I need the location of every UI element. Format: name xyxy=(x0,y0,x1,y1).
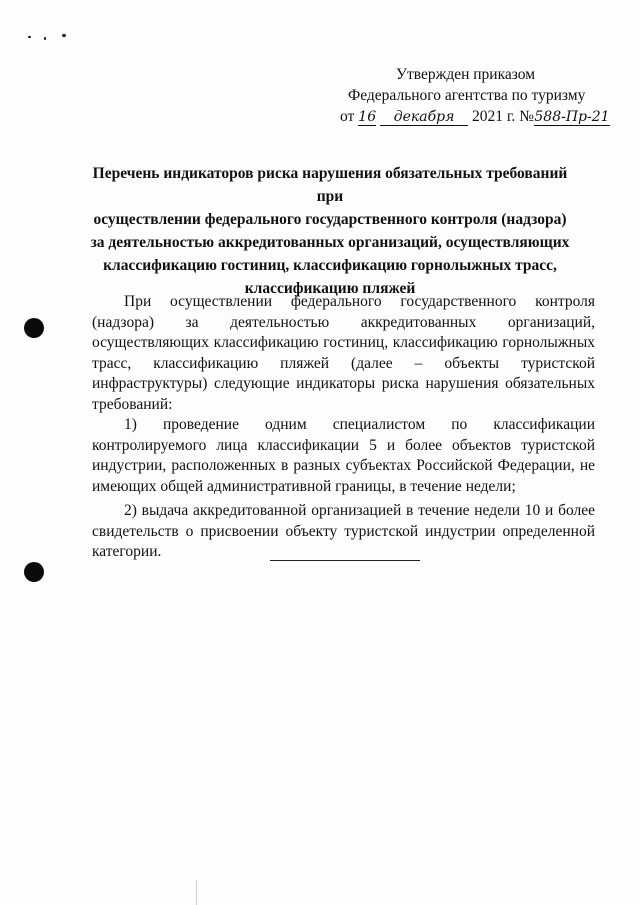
title-line-1: Перечень индикаторов риска нарушения обязательных требований при xyxy=(92,165,568,205)
approval-year: 2021 г. xyxy=(471,108,516,125)
title-line-2: осуществлении федерального государственного контроля (надзора) xyxy=(93,211,567,228)
approval-line-1: Утвержден приказом xyxy=(396,66,536,83)
scan-speck xyxy=(44,37,46,40)
intro-paragraph: При осуществлении федерального государственного контроля (надзора) за деятельностью аккредитованных организаций, осуществляющих классификацию гостиниц, классификацию горнолыжных трасс, классификацию пляжей (далее – объекты туристской инфраструктуры) следующие индикаторы риска нарушения обязательных требований: xyxy=(92,293,595,413)
handwritten-month: декабря xyxy=(380,109,468,126)
scan-edge-mark xyxy=(196,880,197,905)
scan-speck xyxy=(28,36,31,38)
document-title xyxy=(80,162,580,300)
title-line-3: за деятельностью аккредитованных организаций, осуществляющих xyxy=(90,234,570,251)
title-line-5: классификацию пляжей xyxy=(244,280,416,297)
handwritten-order-number: 588-Пр-21 xyxy=(534,109,610,125)
binder-hole-bottom xyxy=(24,562,44,582)
end-separator-line xyxy=(270,560,420,561)
approval-line-2: Федерального агентства по туризму xyxy=(348,87,586,104)
indicator-item-2: 2) выдача аккредитованной организацией в течение недели 10 и более свидетельств о присвоении объекту туристской индустрии определенной категории. xyxy=(92,502,595,560)
indicator-item-1: 1) проведение одним специалистом по классификации контролируемого лица классификации 5 и более объектов туристской индустрии, расположенных в разных субъектах Российской Федерации, не имеющих общей административной границы, в течение недели; xyxy=(92,416,595,495)
approval-date-line xyxy=(340,106,620,127)
handwritten-day: 16 xyxy=(358,109,377,125)
approval-number-label: № xyxy=(519,108,534,125)
document-body xyxy=(92,292,595,563)
binder-hole-top xyxy=(24,318,44,338)
approval-stamp-block xyxy=(340,64,620,127)
scan-speck xyxy=(62,34,66,37)
title-line-4: классификацию гостиниц, классификацию горнолыжных трасс, xyxy=(103,257,557,274)
approval-prefix: от xyxy=(340,108,355,125)
